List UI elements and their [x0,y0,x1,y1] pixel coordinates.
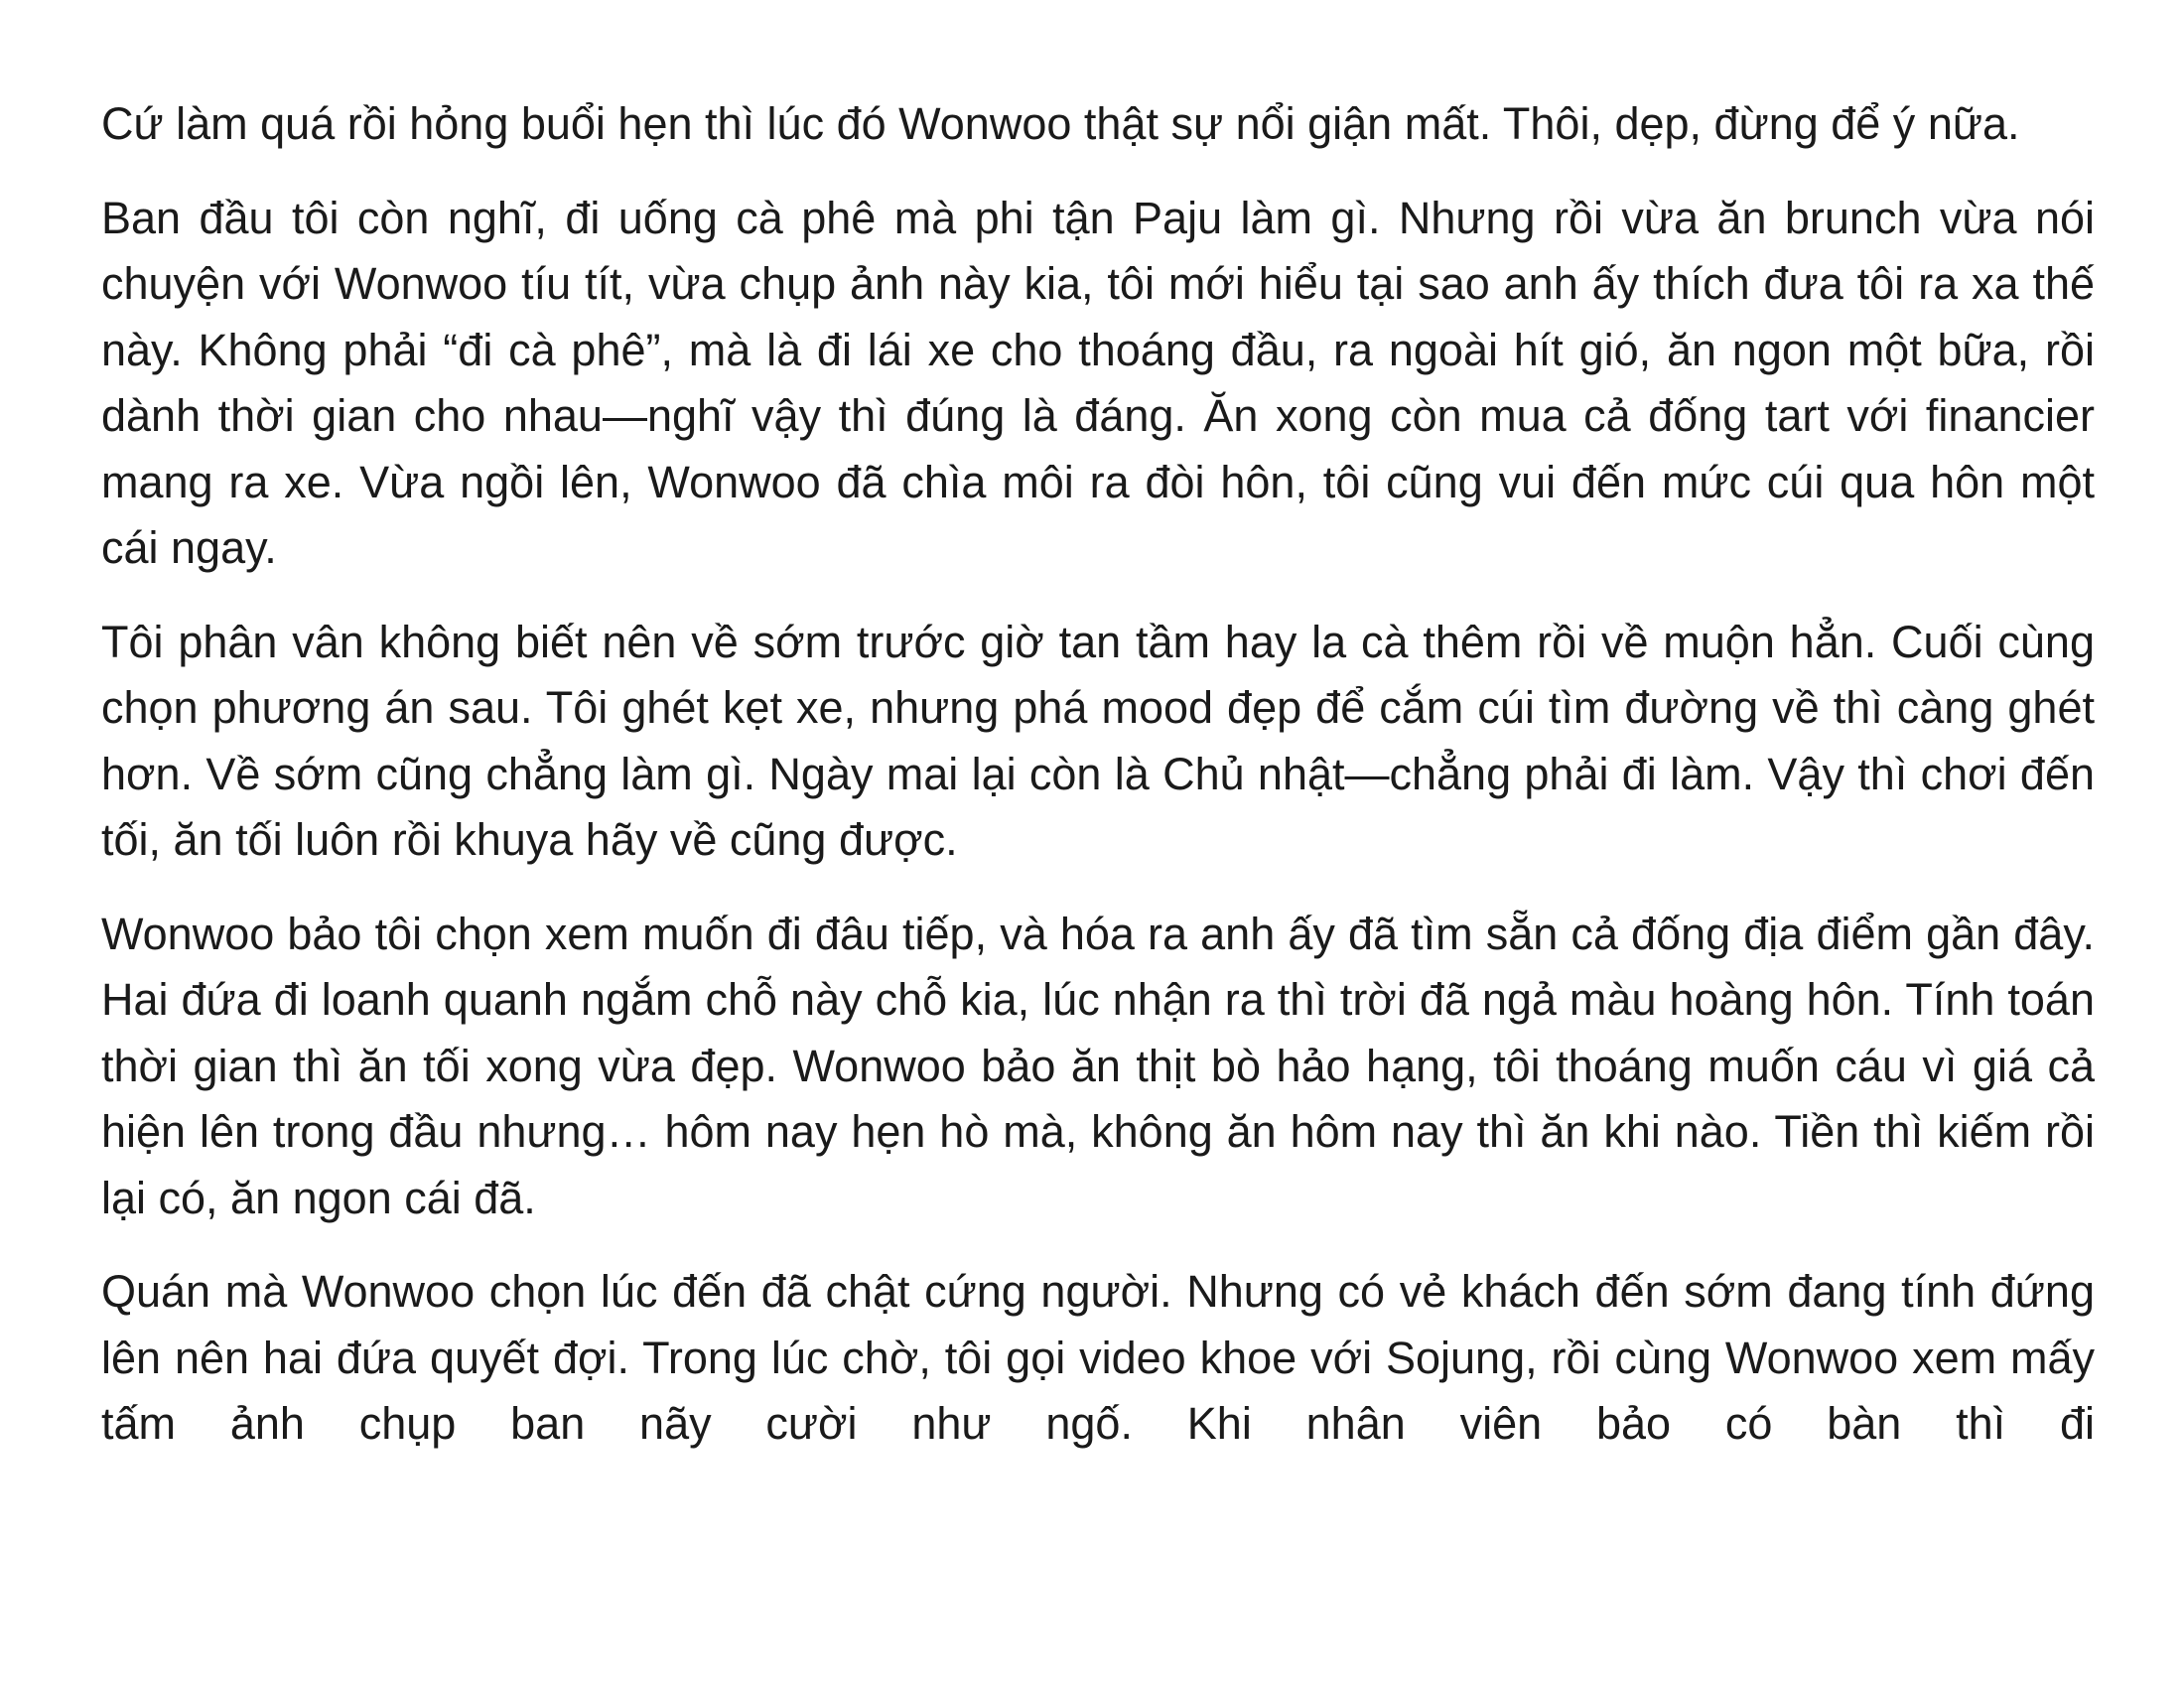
paragraph: Ban đầu tôi còn nghĩ, đi uống cà phê mà phi tận Paju làm gì. Nhưng rồi vừa ăn brunch vừa nói chuyện với Wonwoo tíu tít, vừa chụp ảnh này kia, tôi mới hiểu tại sao anh ấy thích đưa tôi ra xa thế này. Không phải “đi cà phê”, mà là đi lái xe cho thoáng đầu, ra ngoài hít gió, ăn ngon một bữa, rồi dành thời gian cho nhau—nghĩ vậy thì đúng là đáng. Ăn xong còn mua cả đống tart với financier mang ra xe. Vừa ngồi lên, Wonwoo đã chìa môi ra đòi hôn, tôi cũng vui đến mức cúi qua hôn một cái ngay. [101,192,2095,573]
paragraph: Quán mà Wonwoo chọn lúc đến đã chật cứng người. Nhưng có vẻ khách đến sớm đang tính đứng lên nên hai đứa quyết đợi. Trong lúc chờ, tôi gọi video khoe với Sojung, rồi cùng Wonwoo xem mấy tấm ảnh chụp ban nãy cười như ngố. Khi nhân viên bảo có bàn thì đi [101,1266,2095,1449]
paragraph: Tôi phân vân không biết nên về sớm trước giờ tan tầm hay la cà thêm rồi về muộn hẳn. Cuối cùng chọn phương án sau. Tôi ghét kẹt xe, nhưng phá mood đẹp để cắm cúi tìm đường về thì càng ghét hơn. Về sớm cũng chẳng làm gì. Ngày mai lại còn là Chủ nhật—chẳng phải đi làm. Vậy thì chơi đến tối, ăn tối luôn rồi khuya hãy về cũng được. [101,616,2095,865]
paragraph: Wonwoo bảo tôi chọn xem muốn đi đâu tiếp, và hóa ra anh ấy đã tìm sẵn cả đống địa điểm gần đây. Hai đứa đi loanh quanh ngắm chỗ này chỗ kia, lúc nhận ra thì trời đã ngả màu hoàng hôn. Tính toán thời gian thì ăn tối xong vừa đẹp. Wonwoo bảo ăn thịt bò hảo hạng, tôi thoáng muốn cáu vì giá cả hiện lên trong đầu nhưng… hôm nay hẹn hò mà, không ăn hôm nay thì ăn khi nào. Tiền thì kiếm rồi lại có, ăn ngon cái đã. [101,908,2095,1223]
document-body [101,91,2095,1458]
paragraph: Cứ làm quá rồi hỏng buổi hẹn thì lúc đó Wonwoo thật sự nổi giận mất. Thôi, dẹp, đừng để ý nữa. [101,98,2020,149]
